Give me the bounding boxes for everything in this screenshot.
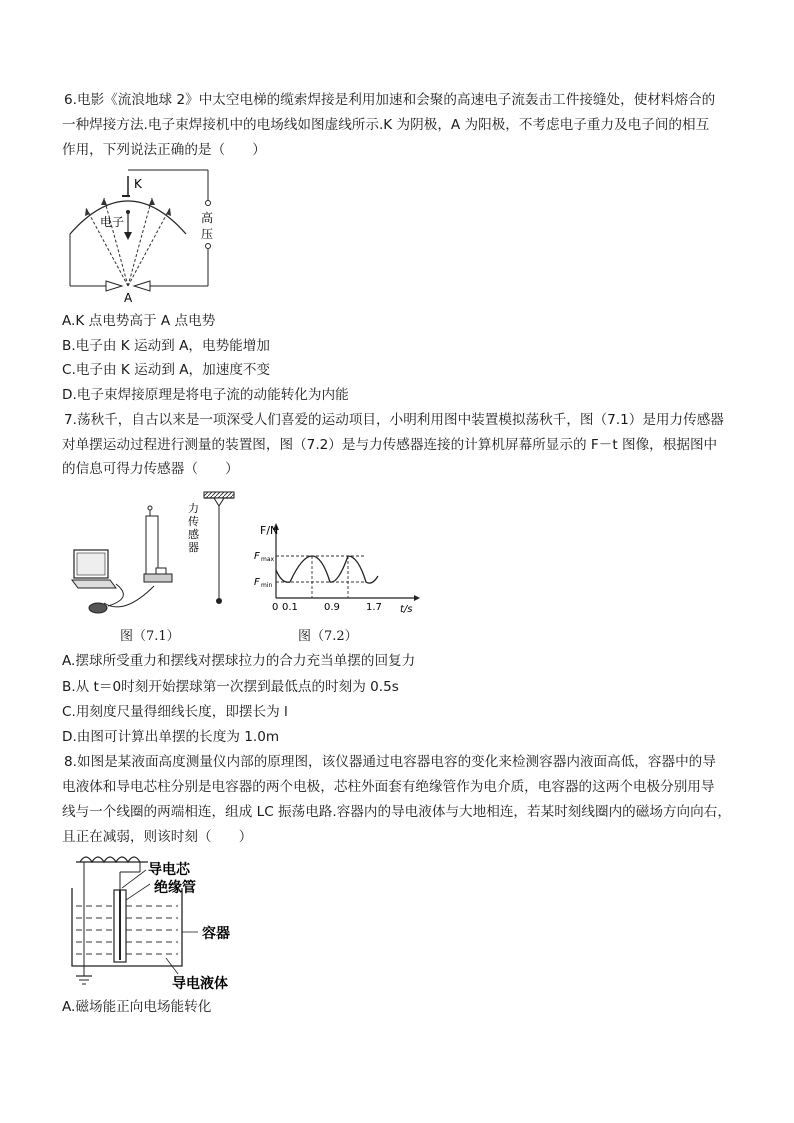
- q7-option-a: A.摆球所受重力和摆线对摆球拉力的合力充当单摆的回复力: [62, 653, 416, 669]
- q6-stem-line-1: 6.电影《流浪地球 2》中太空电梯的缆索焊接是利用加速和会聚的高速电子流轰击工件接缝处，使材料熔合的: [64, 92, 716, 108]
- tick-0: 0: [272, 602, 279, 613]
- q6-stem-line-3: 作用，下列说法正确的是（ ）: [62, 142, 266, 158]
- fmin-sub: min: [261, 582, 273, 589]
- fmin-label: F: [254, 577, 260, 588]
- q6-stem-line-2: 一种焊接方法.电子束焊接机中的电场线如图虚线所示.K 为阴极，A 为阳极，不考虑电子重力及电子间的相互: [62, 117, 710, 133]
- sensor-label-1: 力: [188, 502, 199, 515]
- tick-1-7: 1.7: [366, 602, 382, 613]
- q8-stem-line-2: 电液体和导电芯柱分别是电容器的两个电极，芯柱外面套有绝缘管作为电介质，电容器的这两个电极分别用导: [62, 779, 715, 795]
- q7-apparatus-figure: [64, 488, 264, 622]
- fmax-sub: max: [261, 556, 275, 563]
- anode-label: A: [124, 291, 133, 305]
- q7-stem-line-2: 对单摆运动过程进行测量的装置图，图（7.2）是与力传感器连接的计算机屏幕所显示的 F－t 图像，根据图中: [62, 437, 718, 453]
- q6-option-a: A.K 点电势高于 A 点电势: [62, 313, 216, 329]
- x-axis-label: t/s: [400, 604, 413, 615]
- q7-stem-line-1: 7.荡秋千，自古以来是一项深受人们喜爱的运动项目，小明利用图中装置模拟荡秋千，图（7.1）是用力传感器: [64, 412, 724, 428]
- q6-option-d: D.电子束焊接原理是将电子流的动能转化为内能: [62, 387, 349, 403]
- q7-option-d: D.由图可计算出单摆的长度为 1.0m: [62, 729, 280, 745]
- q7-option-c: C.用刻度尺量得细线长度，即摆长为 l: [62, 704, 288, 720]
- electron-label: 电子: [100, 215, 125, 229]
- q7-stem-line-3: 的信息可得力传感器（ ）: [62, 461, 239, 477]
- q7-force-time-graph: [254, 520, 424, 616]
- caption-fig-7-1: 图（7.1）: [120, 629, 180, 644]
- caption-fig-7-2: 图（7.2）: [298, 629, 358, 644]
- q8-option-a: A.磁场能正向电场能转化: [62, 999, 212, 1015]
- q6-option-c: C.电子由 K 运动到 A，加速度不变: [62, 362, 271, 378]
- fmax-label: F: [254, 551, 260, 562]
- cathode-label: K: [134, 177, 142, 191]
- q8-stem-line-4: 且正在减弱，则该时刻（ ）: [62, 829, 253, 845]
- liquid-label: 导电液体: [172, 976, 228, 992]
- tube-label: 绝缘管: [154, 880, 196, 896]
- q6-electron-beam-figure: [62, 168, 242, 308]
- y-axis-label: F/N: [260, 524, 279, 537]
- sensor-label-4: 器: [188, 541, 199, 554]
- core-label: 导电芯: [148, 862, 190, 878]
- container-label: 容器: [202, 926, 230, 942]
- tick-0-1: 0.1: [282, 602, 298, 613]
- sensor-label-3: 感: [188, 528, 199, 541]
- tick-0-9: 0.9: [324, 602, 340, 613]
- q7-option-b: B.从 t＝0时刻开始摆球第一次摆到最低点的时刻为 0.5s: [62, 679, 399, 695]
- q6-option-b: B.电子由 K 运动到 A，电势能增加: [62, 338, 270, 354]
- q8-stem-line-1: 8.如图是某液面高度测量仪内部的原理图，该仪器通过电容器电容的变化来检测容器内液面高低，容器中的导: [64, 754, 716, 770]
- high-voltage-label-1: 高: [201, 211, 214, 225]
- q8-liquid-level-figure: [62, 848, 252, 996]
- high-voltage-label-2: 压: [201, 227, 214, 241]
- sensor-label-2: 传: [188, 515, 199, 528]
- q8-stem-line-3: 线与一个线圈的两端相连，组成 LC 振荡电路.容器内的导电液体与大地相连，若某时刻线圈内的磁场方向向右，: [62, 804, 731, 820]
